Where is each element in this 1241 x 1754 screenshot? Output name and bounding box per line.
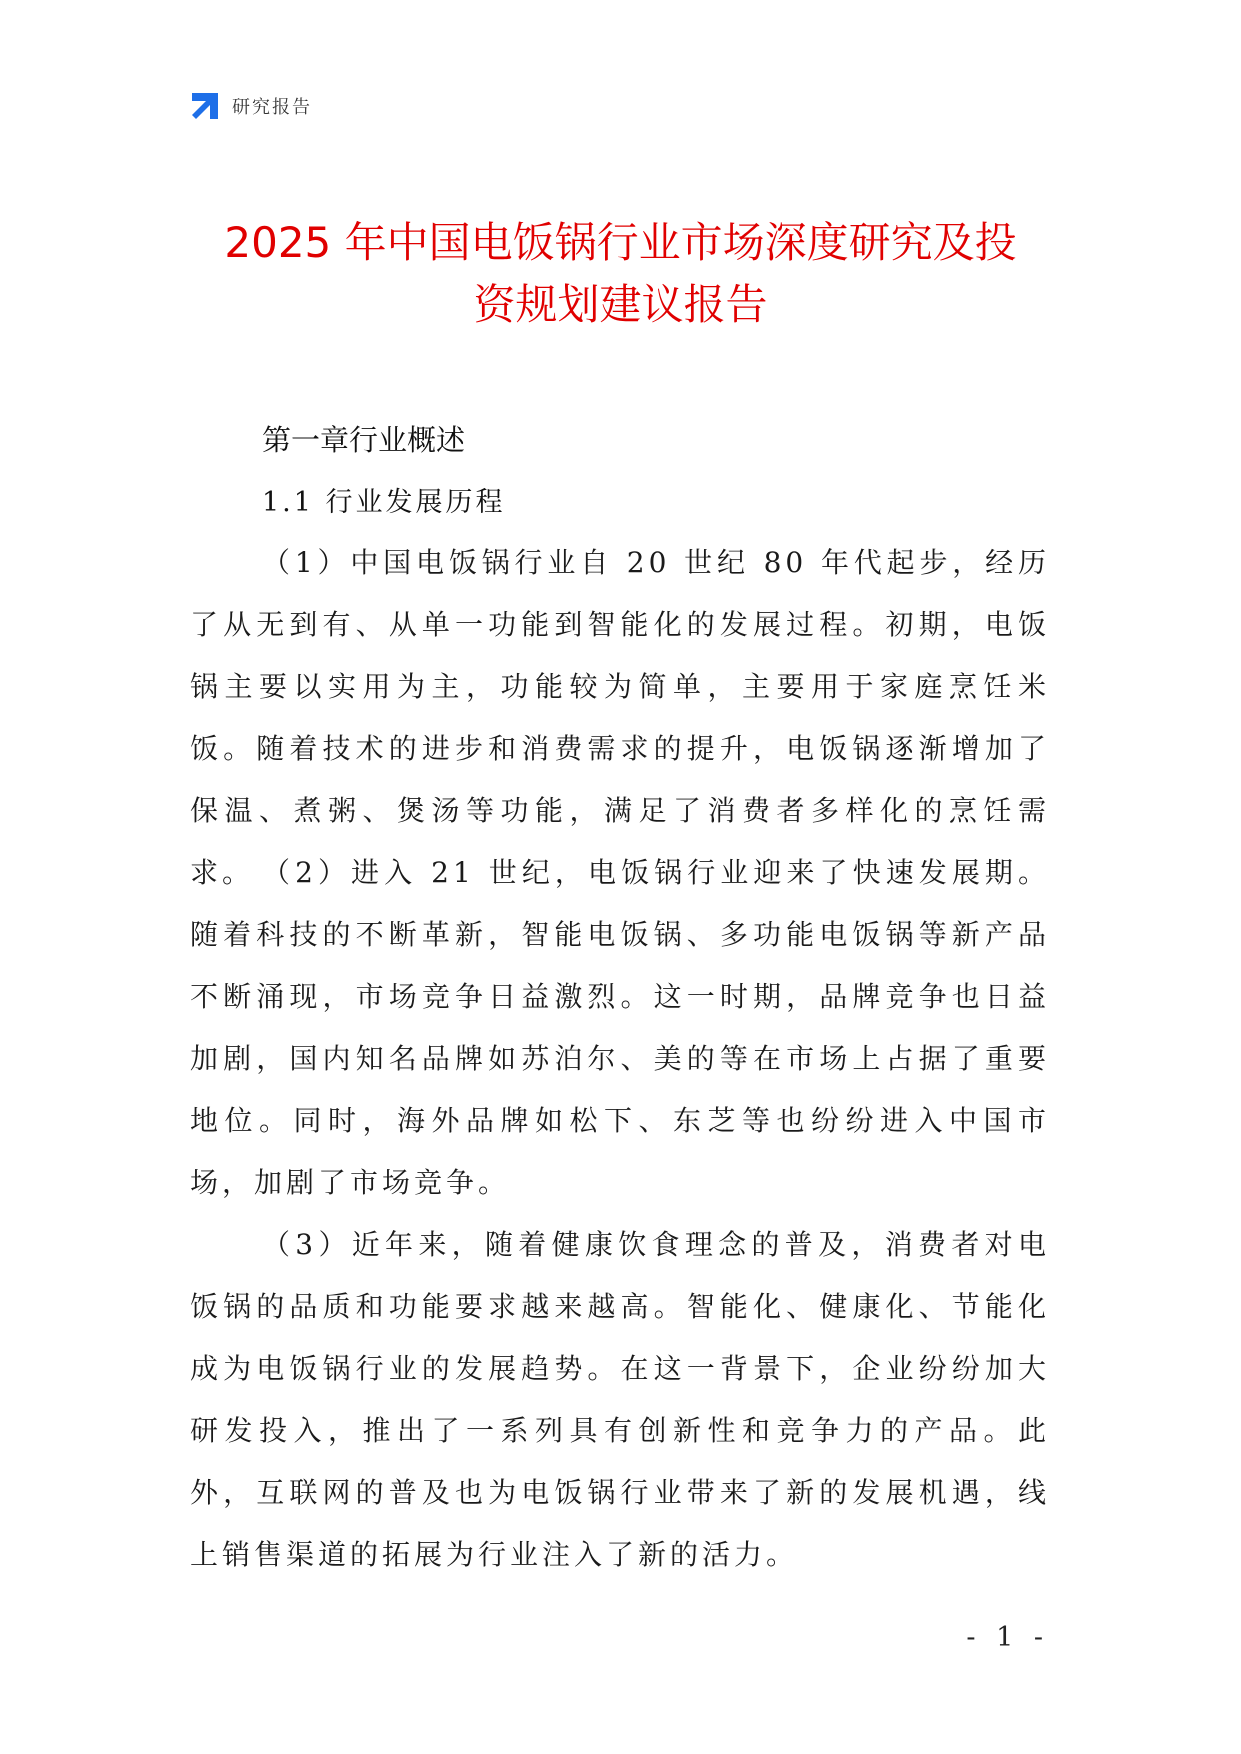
body-paragraph-1: （1）中国电饭锅行业自 20 世纪 80 年代起步，经历了从无到有、从单一功能到智能化的发展过程。初期，电饭锅主要以实用为主，功能较为简单，主要用于家庭烹饪米饭。随着技术的进步和消费需求的提升，电饭锅逐渐增加了保温、煮粥、煲汤等功能，满足了消费者多样化的烹饪需求。 [190,546,1050,889]
body-paragraph-2: （2）进入 21 世纪，电饭锅行业迎来了快速发展期。随着科技的不断革新，智能电饭锅、多功能电饭锅等新产品不断涌现，市场竞争日益激烈。这一时期，品牌竞争也日益加剧，国内知名品牌如苏泊尔、美的等在市场上占据了重要地位。同时，海外品牌如松下、东芝等也纷纷进入中国市场，加剧了市场竞争。 [190,856,1050,1199]
page-number: - 1 - [966,1622,1049,1653]
title-line-1: 2025 年中国电饭锅行业市场深度研究及投 [224,218,1017,267]
document-header [190,90,312,122]
arrow-up-right-icon [190,91,220,121]
title-line-2: 资规划建议报告 [473,280,768,329]
section-heading: 1.1 行业发展历程 [262,487,506,518]
body-paragraph-3: （3）近年来，随着健康饮食理念的普及，消费者对电饭锅的品质和功能要求越来越高。智能化、健康化、节能化成为电饭锅行业的发展趋势。在这一背景下，企业纷纷加大研发投入，推出了一系列具有创新性和竞争力的产品。此外，互联网的普及也为电饭锅行业带来了新的发展机遇，线上销售渠道的拓展为行业注入了新的活力。 [190,1228,1050,1571]
chapter-heading: 第一章行业概述 [262,423,466,457]
document-title [150,212,1091,336]
header-label: 研究报告 [232,97,312,118]
